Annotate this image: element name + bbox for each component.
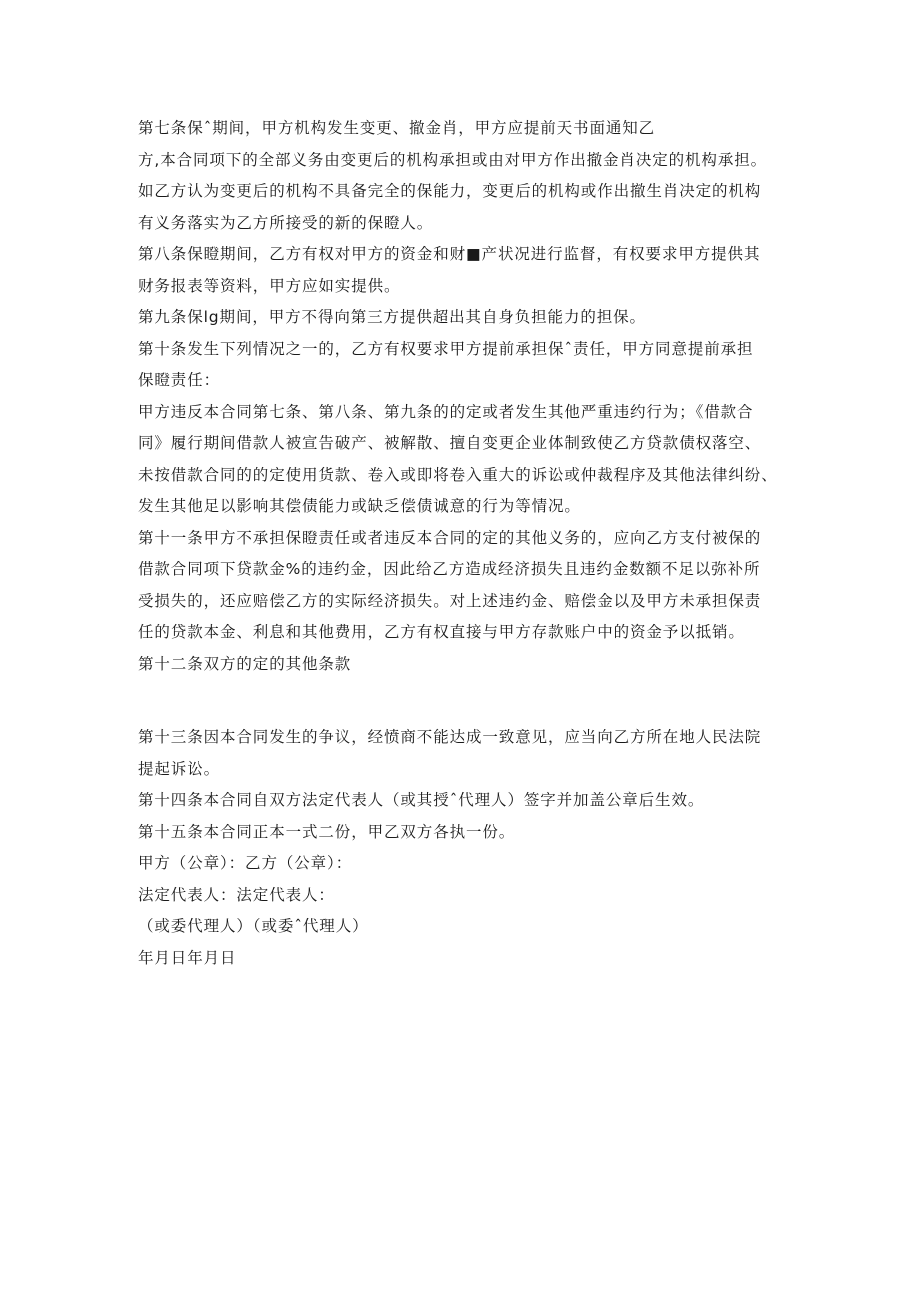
text-line: 发生其他足以影响其偿债能力或缺乏偿债诚意的行为等情况。 [138,497,581,515]
text-line: 第十三条因本合同发生的争议，经愤商不能达成一致意见，应当向乙方所在地人民法院 [138,728,762,746]
text-line: 第七条保ˆ期间，甲方机构发生变更、撤金肖，甲方应提前天书面通知乙 [138,119,656,137]
signature-date-line: 年月日年月日 [138,948,237,967]
text-line: 受损失的，还应赔偿乙方的实际经济损失。对上述违约金、赔偿金以及甲方未承担保责 [138,591,762,610]
text-line: 第十条发生下列情况之一的，乙方有权要求甲方提前承担保ˆ责任，甲方同意提前承担 [138,339,754,358]
text-line: 第十四条本合同自双方法定代表人（或其授ˆ代理人）签字并加盖公章后生效。 [138,791,705,809]
blank-gap [138,680,798,722]
text-line: 第十二条双方的定的其他条款 [138,654,352,673]
text-line: 如乙方认为变更后的机构不具备完全的保能力，变更后的机构或作出撤生肖决定的机构 [138,182,762,200]
text-line: 财务报表等资料，甲方应如实提供。 [138,276,401,295]
text-line: 有义务落实为乙方所接受的新的保瞪人。 [138,213,434,232]
text-line: 保瞪责任： [138,371,221,389]
text-line: 借款合同项下贷款金%的违约金，因此给乙方造成经济损失且违约金数额不足以弥补所 [138,560,761,578]
text-line: 任的贷款本金、利息和其他费用，乙方有权直接与甲方存款账户中的资金予以抵销。 [138,623,745,641]
signature-agent-line: （或委代理人）（或委ˆ代理人） [138,917,369,935]
text-line: 甲方违反本合同第七条、第八条、第九条的的定或者发生其他严重违约行为；《借款合 [138,402,754,421]
signature-representative-line: 法定代表人：法定代表人： [138,885,335,904]
text-line: 第九条保lg期间，甲方不得向第三方提供超出其自身负担能力的担保。 [138,308,646,326]
text-line: 提起诉讼。 [138,759,221,778]
text-line: 第十一条甲方不承担保瞪责任或者违反本合同的定的其他义务的，应向乙方支付被保的 [138,528,762,547]
text-line: 未按借款合同的的定使用货款、卷入或即将卷入重大的诉讼或仲裁程序及其他法律纠纷、 [138,465,778,484]
text-line: 同》履行期间借款人被宣告破产、被解散、擅自变更企业体制致使乙方贷款债权落空、 [138,434,762,452]
signature-party-line: 甲方（公章）：乙方（公章）： [138,854,353,872]
document-body [138,113,798,974]
text-line: 第八条保瞪期间，乙方有权对甲方的资金和财■产状况进行监督，有权要求甲方提供其 [138,245,761,263]
text-line: 方,本合同项下的全部义务由变更后的机构承担或由对甲方作出撤金肖决定的机构承担。 [138,150,768,169]
text-line: 第十五条本合同正本一式二份，甲乙双方各执一份。 [138,822,516,841]
